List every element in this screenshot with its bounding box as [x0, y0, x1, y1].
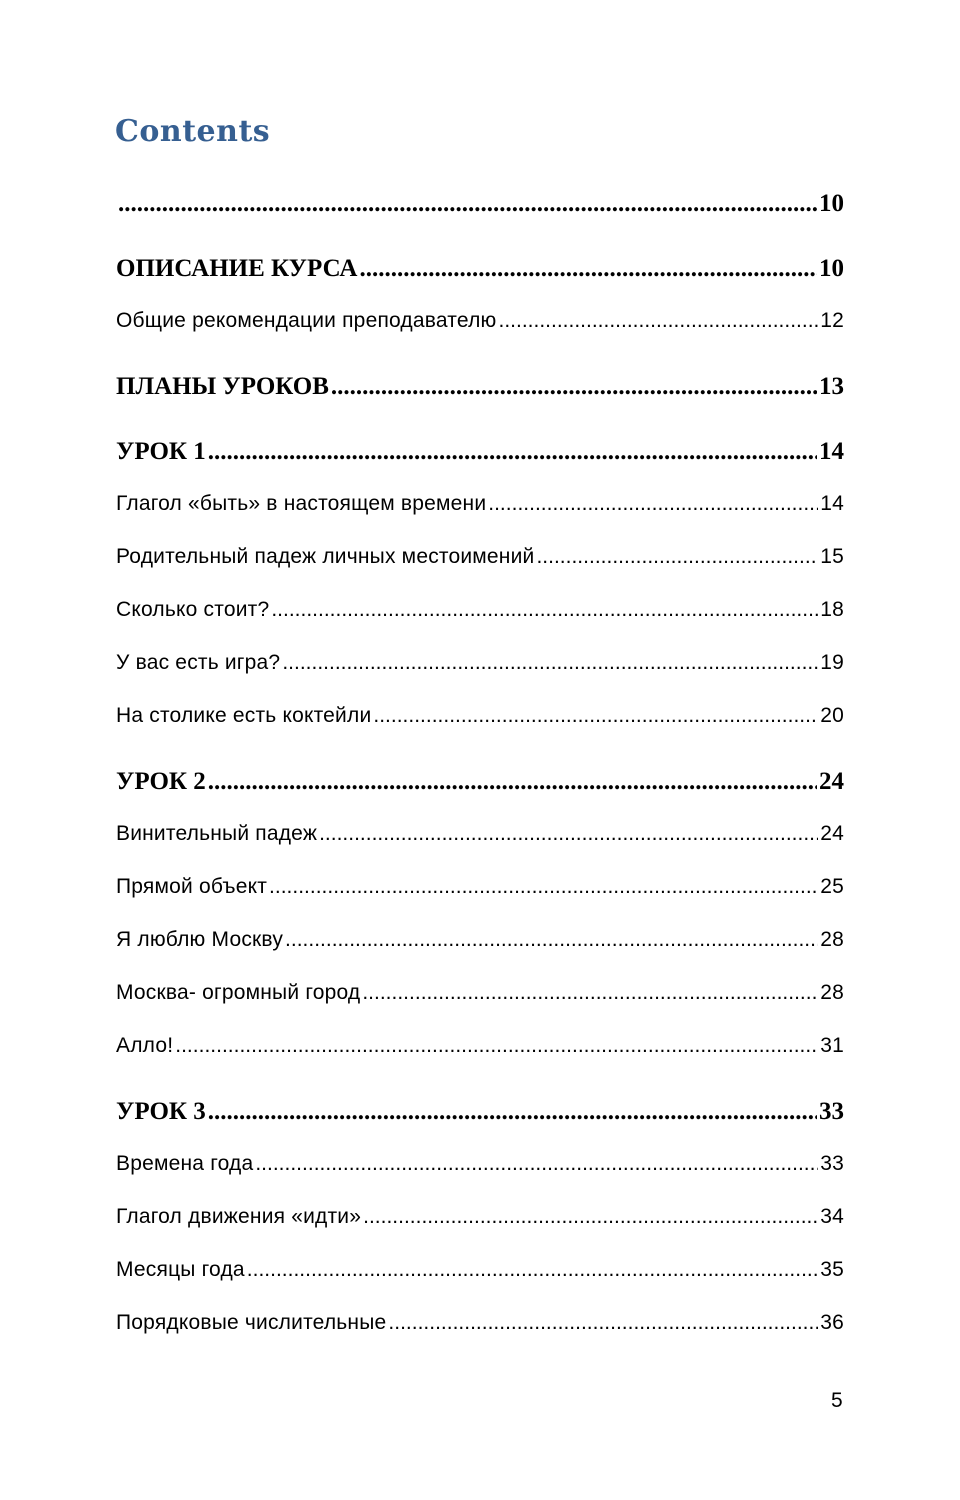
toc-entry-label: Месяцы года — [116, 1258, 245, 1281]
toc-entry[interactable] — [116, 651, 844, 681]
toc-entry-page: 10 — [819, 190, 844, 217]
toc-entry[interactable] — [116, 822, 844, 852]
toc-entry-label: Родительный падеж личных местоимений — [116, 545, 535, 568]
toc-entry[interactable] — [116, 373, 844, 405]
toc-entry-label: Алло! — [116, 1034, 174, 1057]
dot-leader — [331, 373, 817, 401]
toc-entry[interactable] — [116, 981, 844, 1011]
toc-entry-page: 34 — [820, 1205, 844, 1228]
toc-entry[interactable] — [116, 1311, 844, 1341]
toc-entry-page: 10 — [819, 255, 844, 282]
toc-entry-label: Сколько стоит? — [116, 598, 270, 621]
toc-entry-page: 15 — [820, 545, 844, 568]
dot-leader — [247, 1258, 818, 1282]
toc-entry-label: УРОК 1 — [116, 438, 206, 465]
toc-entry[interactable] — [116, 768, 844, 800]
toc-entry-page: 28 — [820, 981, 844, 1004]
toc-entry[interactable] — [116, 1034, 844, 1064]
toc-entry-page: 36 — [820, 1311, 844, 1334]
toc-entry-page: 24 — [820, 822, 844, 845]
toc-entry-label: На столике есть коктейли — [116, 704, 372, 727]
toc-entry-page: 33 — [820, 1152, 844, 1175]
dot-leader — [388, 1311, 818, 1335]
dot-leader — [255, 1152, 818, 1176]
toc-entry-page: 35 — [820, 1258, 844, 1281]
dot-leader — [208, 1098, 817, 1126]
toc-entry[interactable] — [116, 438, 844, 470]
toc-entry[interactable] — [116, 1258, 844, 1288]
toc-entry[interactable] — [116, 598, 844, 628]
toc-entry[interactable] — [116, 1205, 844, 1235]
toc-entry-page: 14 — [819, 438, 844, 465]
toc-entry-page: 14 — [820, 492, 844, 515]
page-number: 5 — [831, 1389, 843, 1412]
toc-entry-label: Времена года — [116, 1152, 254, 1175]
toc-entry-page: 13 — [819, 373, 844, 400]
dot-leader — [269, 875, 818, 899]
dot-leader — [488, 492, 818, 516]
toc-entry[interactable] — [116, 190, 844, 222]
dot-leader — [285, 928, 818, 952]
toc-entry-label: Москва- огромный город — [116, 981, 361, 1004]
toc-entry[interactable] — [116, 545, 844, 575]
toc-entry[interactable] — [116, 704, 844, 734]
toc-entry[interactable] — [116, 1152, 844, 1182]
toc-entry-page: 12 — [820, 309, 844, 332]
toc-entry-page: 28 — [820, 928, 844, 951]
toc-entry[interactable] — [116, 1098, 844, 1130]
toc-entry[interactable] — [116, 309, 844, 339]
toc-entry-label: Прямой объект — [116, 875, 268, 898]
toc-entry-label: ОПИСАНИЕ КУРСА — [116, 255, 358, 282]
toc-entry[interactable] — [116, 255, 844, 287]
dot-leader — [498, 309, 818, 333]
toc-entry-label: Глагол движения «идти» — [116, 1205, 362, 1228]
toc-entry-page: 18 — [820, 598, 844, 621]
contents-title: Contents — [115, 114, 271, 149]
dot-leader — [282, 651, 818, 675]
toc-entry-page: 24 — [819, 768, 844, 795]
toc-entry-page: 20 — [820, 704, 844, 727]
toc-entry-label: УРОК 2 — [116, 768, 206, 795]
dot-leader — [362, 981, 818, 1005]
toc-entry-page: 33 — [819, 1098, 844, 1125]
toc-entry-label: Винительный падеж — [116, 822, 318, 845]
toc-entry-label: УРОК 3 — [116, 1098, 206, 1125]
toc-entry-label: ПЛАНЫ УРОКОВ — [116, 373, 329, 400]
dot-leader — [118, 190, 817, 218]
toc-entry-page: 25 — [820, 875, 844, 898]
dot-leader — [271, 598, 818, 622]
toc-entry-page: 31 — [820, 1034, 844, 1057]
toc-entry-label: Я люблю Москву — [116, 928, 284, 951]
dot-leader — [175, 1034, 818, 1058]
toc-entry-label: Порядковые числительные — [116, 1311, 387, 1334]
dot-leader — [363, 1205, 818, 1229]
toc-entry[interactable] — [116, 875, 844, 905]
toc-entry[interactable] — [116, 492, 844, 522]
dot-leader — [319, 822, 818, 846]
toc-entry-label: Общие рекомендации преподавателю — [116, 309, 497, 332]
dot-leader — [208, 438, 817, 466]
toc-entry-page: 19 — [820, 651, 844, 674]
dot-leader — [208, 768, 817, 796]
dot-leader — [373, 704, 818, 728]
dot-leader — [536, 545, 818, 569]
toc-entry-label: Глагол «быть» в настоящем времени — [116, 492, 487, 515]
toc-entry-label: У вас есть игра? — [116, 651, 281, 674]
dot-leader — [359, 255, 817, 283]
toc-entry[interactable] — [116, 928, 844, 958]
